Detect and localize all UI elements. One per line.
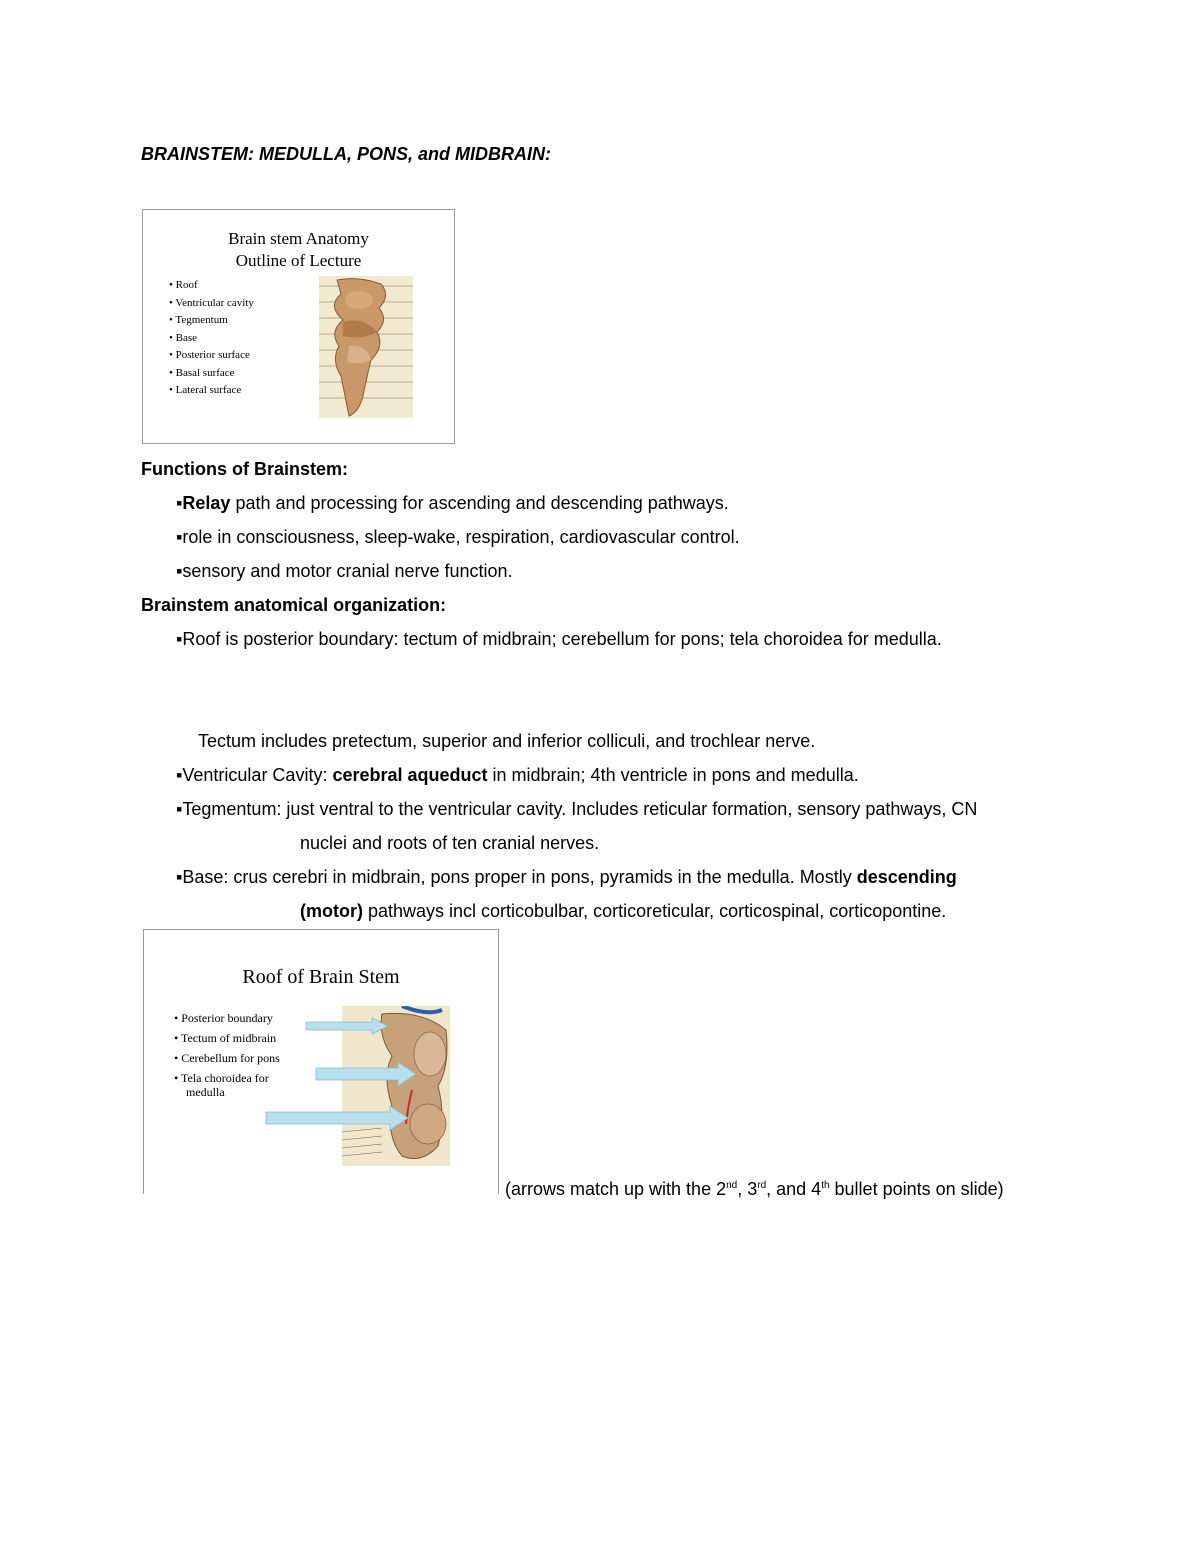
slide-bullet: • Basal surface xyxy=(169,365,254,383)
slide-bullet: • Posterior surface xyxy=(169,347,254,365)
functions-heading: Functions of Brainstem: xyxy=(141,459,349,479)
slide2-bullet: • Tectum of midbrain xyxy=(174,1028,280,1048)
caption-superscript: nd xyxy=(726,1180,738,1191)
arrow-icon xyxy=(266,1106,408,1130)
brainstem-illustration xyxy=(319,276,413,418)
roof-bullet xyxy=(176,628,942,650)
slide-bullet: • Roof xyxy=(169,277,254,295)
tegmentum-line1: Tegmentum: just ventral to the ventricular cavity. Includes reticular formation, sensory pathways, CN xyxy=(182,799,978,819)
relay-text: path and processing for ascending and descending pathways. xyxy=(230,493,729,513)
functions-bullet-relay xyxy=(176,492,729,514)
slide2-title: Roof of Brain Stem xyxy=(242,966,400,988)
slide-title-line2: Outline of Lecture xyxy=(235,251,362,270)
relay-bold: Relay xyxy=(182,493,231,513)
base-line2 xyxy=(300,900,946,922)
cerebral-aqueduct-bold: cerebral aqueduct xyxy=(332,765,488,785)
slide2-bullet-continuation: medulla xyxy=(186,1085,225,1099)
caption-text: , 3 xyxy=(737,1179,758,1199)
slide2-bullet: • Cerebellum for pons xyxy=(174,1048,280,1068)
slide2-bullet: • Tela choroidea for xyxy=(174,1068,280,1088)
caption-text: (arrows match up with the 2 xyxy=(505,1179,727,1199)
caption-text: bullet points on slide) xyxy=(829,1179,1004,1199)
roof-of-brainstem-slide xyxy=(143,929,499,1194)
cranial-text: sensory and motor cranial nerve function. xyxy=(182,561,513,581)
arrow-group xyxy=(262,1016,422,1136)
consciousness-text: role in consciousness, sleep-wake, respiration, cardiovascular control. xyxy=(182,527,740,547)
caption-superscript: rd xyxy=(757,1180,767,1191)
lecture-outline-slide xyxy=(142,209,455,444)
slide-title-line1: Brain stem Anatomy xyxy=(228,229,369,248)
slide-bullet: • Lateral surface xyxy=(169,382,254,400)
tectum-text: Tectum includes pretectum, superior and inferior colliculi, and trochlear nerve. xyxy=(198,731,816,751)
ventricular-pre: Ventricular Cavity: xyxy=(182,765,333,785)
caption-text: , and 4 xyxy=(766,1179,822,1199)
bullet-marker: ▪ xyxy=(176,527,183,547)
functions-bullet-cranial xyxy=(176,560,513,582)
bullet-marker: ▪ xyxy=(176,765,183,785)
tegmentum-line2: nuclei and roots of ten cranial nerves. xyxy=(300,833,600,853)
bullet-marker: ▪ xyxy=(176,799,183,819)
slide-bullet-list xyxy=(169,277,254,400)
slide-bullet: • Tegmentum xyxy=(169,312,254,330)
caption-superscript: th xyxy=(821,1180,830,1191)
descending-bold: descending xyxy=(856,867,957,887)
tegmentum-bullet xyxy=(176,798,977,820)
slide-bullet: • Ventricular cavity xyxy=(169,295,254,313)
slide-bullet: • Base xyxy=(169,330,254,348)
arrow-icon xyxy=(306,1018,388,1034)
base-line2-rest: pathways incl corticobulbar, corticoreticular, corticospinal, corticopontine. xyxy=(362,901,947,921)
bullet-marker: ▪ xyxy=(176,629,183,649)
bullet-marker: ▪ xyxy=(176,561,183,581)
motor-bold: (motor) xyxy=(300,901,363,921)
page-title: BRAINSTEM: MEDULLA, PONS, and MIDBRAIN: xyxy=(141,144,551,164)
arrows-caption xyxy=(505,1178,1004,1200)
organization-heading: Brainstem anatomical organization: xyxy=(141,595,447,615)
base-bullet xyxy=(176,866,957,888)
slide2-bullet: • Posterior boundary xyxy=(174,1008,280,1028)
bullet-marker: ▪ xyxy=(176,867,183,887)
bullet-marker: ▪ xyxy=(176,493,183,513)
ventricular-bullet xyxy=(176,764,859,786)
ventricular-post: in midbrain; 4th ventricle in pons and medulla. xyxy=(487,765,859,785)
roof-text: Roof is posterior boundary: tectum of midbrain; cerebellum for pons; tela choroidea for medulla. xyxy=(182,629,942,649)
base-line1-pre: Base: crus cerebri in midbrain, pons proper in pons, pyramids in the medulla. Mostly xyxy=(182,867,857,887)
arrow-icon xyxy=(316,1062,416,1086)
functions-bullet-consciousness xyxy=(176,526,740,548)
